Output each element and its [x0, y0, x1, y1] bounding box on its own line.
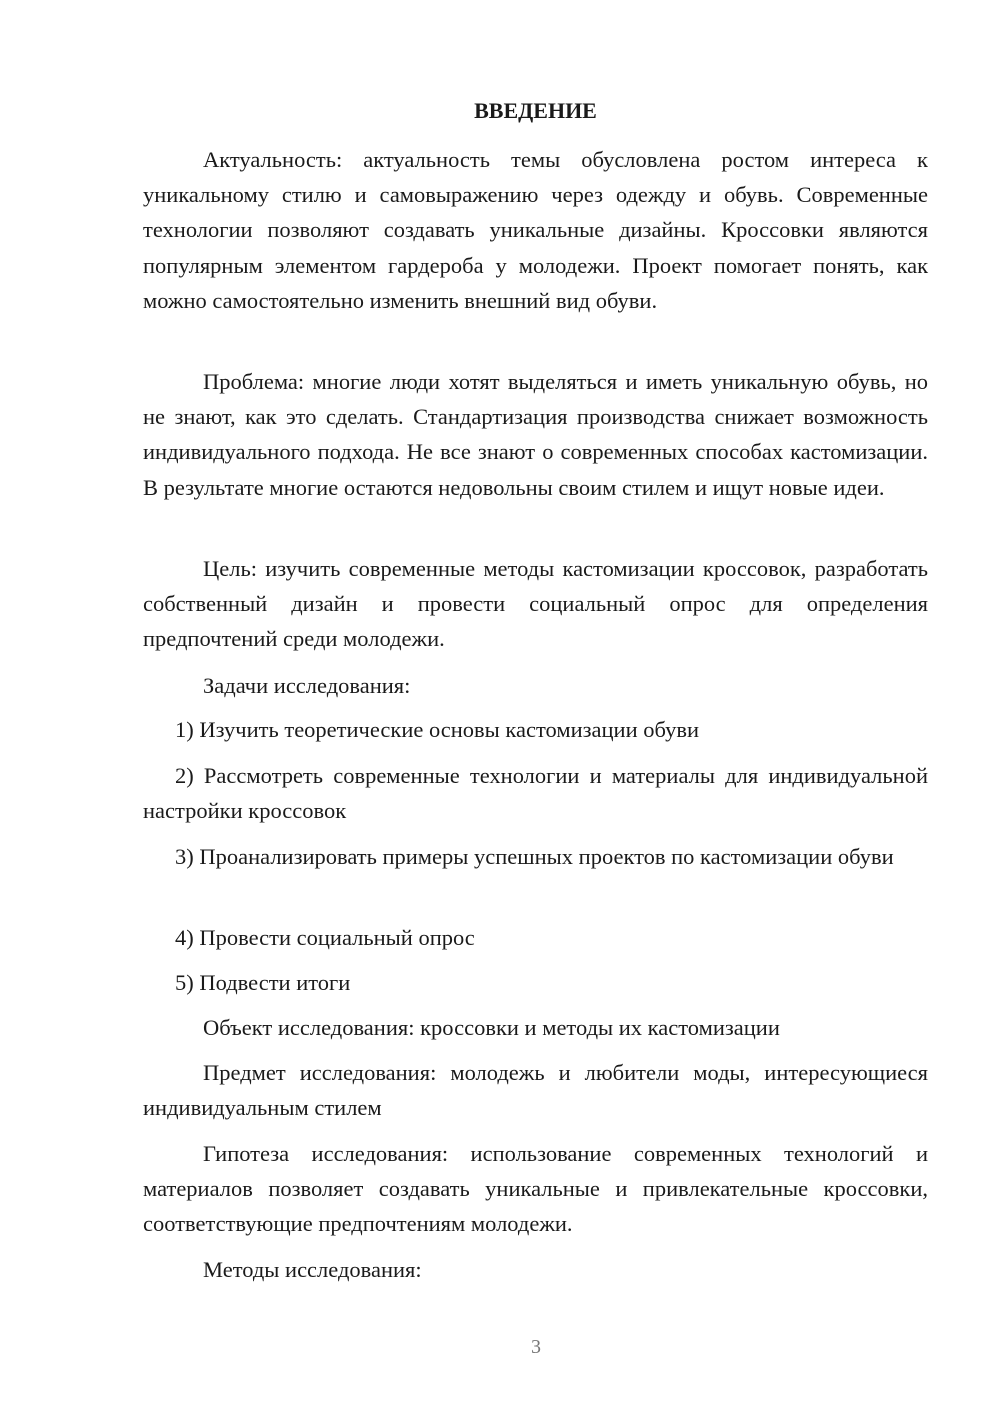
- task-item-1: 1) Изучить теоретические основы кастомизации обуви: [175, 717, 700, 742]
- task-item-4: 4) Провести социальный опрос: [175, 925, 475, 950]
- paragraph-relevance: Актуальность: актуальность темы обусловлена ростом интереса к уникальному стилю и самовыражению через одежду и обувь. Современные технологии позволяют создавать уникальные дизайны. Кроссовки являются популярным элементом гардероба у молодежи. Проект помогает понять, как можно самостоятельно изменить внешний вид обуви.: [143, 147, 928, 313]
- task-item-5: 5) Подвести итоги: [175, 970, 351, 995]
- paragraph-problem: Проблема: многие люди хотят выделяться и иметь уникальную обувь, но не знают, как это сделать. Стандартизация производства снижает возможность индивидуального подхода. Не все знают о современных способах кастомизации. В результате многие остаются недовольны своим стилем и ищут новые идеи.: [143, 369, 928, 500]
- page-number: 3: [531, 1336, 541, 1358]
- paragraph-tasks-heading: Задачи исследования:: [203, 673, 411, 698]
- paragraph-goal: Цель: изучить современные методы кастомизации кроссовок, разработать собственный дизайн и провести социальный опрос для определения предпочтений среди молодежи.: [143, 556, 928, 652]
- paragraph-subject: Предмет исследования: молодежь и любители моды, интересующиеся индивидуальным стилем: [143, 1060, 928, 1121]
- paragraph-hypothesis: Гипотеза исследования: использование современных технологий и материалов позволяет создавать уникальные и привлекательные кроссовки, соответствующие предпочтениям молодежи.: [143, 1141, 928, 1237]
- task-item-3: 3) Проанализировать примеры успешных проектов по кастомизации обуви: [175, 844, 894, 869]
- paragraph-methods: Методы исследования:: [203, 1257, 422, 1282]
- section-title: ВВЕДЕНИЕ: [474, 98, 597, 123]
- task-item-2: 2) Рассмотреть современные технологии и материалы для индивидуальной настройки кроссовок: [143, 763, 928, 824]
- paragraph-object: Объект исследования: кроссовки и методы их кастомизации: [203, 1015, 780, 1040]
